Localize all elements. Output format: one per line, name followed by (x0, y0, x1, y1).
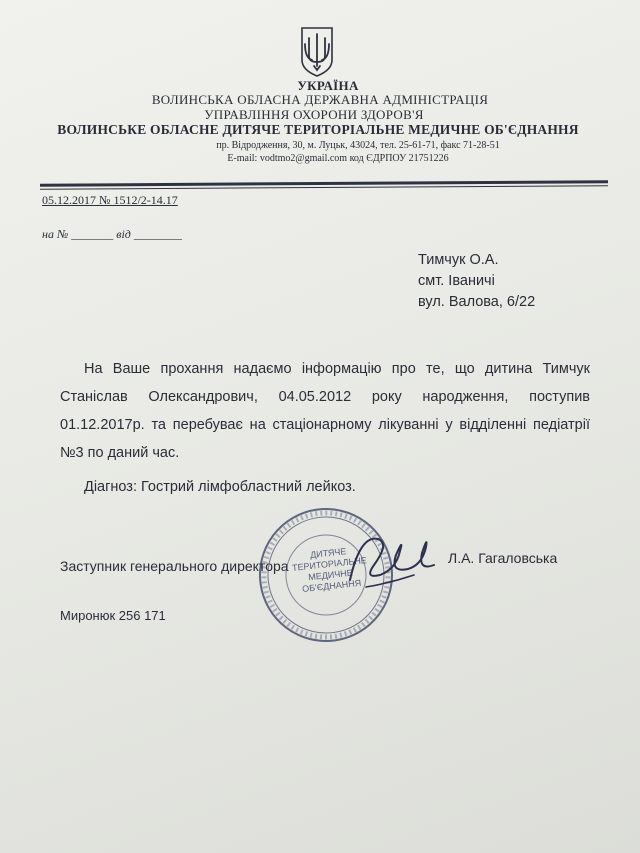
addressee-settlement: смт. Іваничі (418, 273, 495, 289)
letterhead-department: УПРАВЛІННЯ ОХОРОНИ ЗДОРОВ'Я (204, 107, 424, 122)
letterhead-organization: ВОЛИНСЬКЕ ОБЛАСНЕ ДИТЯЧЕ ТЕРИТОРІАЛЬНЕ МЕДИЧНЕ ОБ'ЄДНАННЯ (57, 122, 579, 137)
incoming-reference: на № _______ від ________ (42, 227, 182, 241)
executor-contact: Миронюк 256 171 (60, 608, 166, 623)
signatory-name: Л.А. Гагаловська (448, 550, 558, 566)
addressee-name: Тимчук О.А. (418, 252, 499, 268)
letter-body (60, 355, 590, 501)
seal-center-text: ДИТЯЧЕ ТЕРИТОРІАЛЬНЕ МЕДИЧНЕ ОБ'ЄДНАННЯ (291, 546, 368, 594)
letterhead-country: УКРАЇНА (297, 78, 359, 93)
diagnosis-line: Діагноз: Гострий лімфобластний лейкоз. (84, 479, 356, 495)
signatory-title: Заступник генерального директора (60, 558, 289, 574)
addressee-street: вул. Валова, 6/22 (418, 294, 536, 310)
handwritten-signature-icon (330, 525, 450, 605)
letterhead-administration: ВОЛИНСЬКА ОБЛАСНА ДЕРЖАВНА АДМІНІСТРАЦІЯ (151, 92, 489, 107)
letterhead-email: E-mail: vodtmo2@gmail.com код ЄДРПОУ 21751226 (227, 153, 449, 164)
outgoing-reference: 05.12.2017 № 1512/2-14.17 (42, 193, 178, 207)
addressee-block (418, 250, 535, 313)
coat-of-arms-trident-icon (300, 26, 334, 78)
body-paragraph: На Ваше прохання надаємо інформацію про те, що дитина Тимчук Станіслав Олександрович, 04.05.2012 року народження, поступив 01.12.2017р. та перебуває на стаціонарному лікуванні у відділенні педіатрії №3 по даний час. (60, 361, 590, 461)
letterhead-address: пр. Відродження, 30, м. Луцьк, 43024, тел. 25-61-71, факс 71-28-51 (216, 140, 500, 151)
